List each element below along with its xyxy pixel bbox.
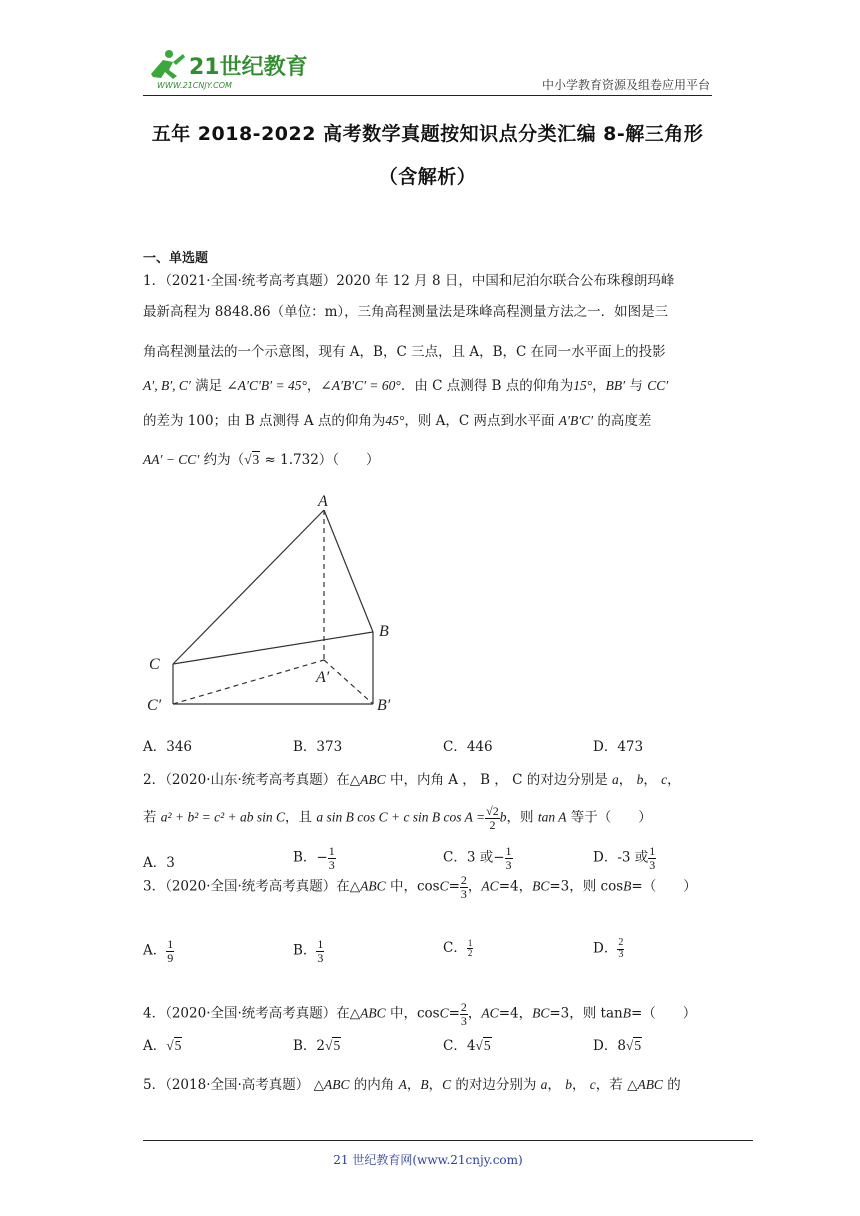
question-1-line-2: 最新高程为 8848.86（单位：m），三角高程测量法是珠峰高程测量方法之一．如图是三	[143, 304, 669, 320]
question-1-line-4: A′, B′, C′ 满足 ∠A′C′B′ = 45°，∠A′B′C′ = 60°．由 C 点测得 B 点的仰角为15°，BB′ 与 CC′	[143, 378, 669, 394]
edge-a-c	[173, 510, 324, 664]
label-b: B	[379, 623, 389, 640]
q2-option-b[interactable]: B．− $\frac{1}{3}$	[293, 844, 335, 872]
question-5-line-1: 5．（2018·全国·高考真题） △ABC 的内角 A，B，C 的对边分别为 a， b， c，若 △ABC 的	[143, 1077, 681, 1093]
label-aprime: A′	[316, 669, 330, 686]
q3-option-c[interactable]: C． $\frac{1}{2}$	[443, 937, 473, 958]
label-bprime: B′	[377, 697, 391, 714]
edge-cprime-aprime	[173, 660, 324, 704]
label-c: C	[149, 656, 160, 673]
question-1-line-5: 的差为 100；由 B 点测得 A 点的仰角为45°，则 A，C 两点到水平面 A′B′C′ 的高度差	[143, 413, 652, 429]
q1-option-d[interactable]: D．473	[593, 739, 644, 755]
q3-option-a[interactable]: A． $\frac{1}{9}$	[143, 937, 174, 965]
q4-option-a[interactable]: A．√5	[143, 1038, 182, 1054]
q4-option-b[interactable]: B．2√5	[293, 1038, 341, 1054]
section-heading: 一、单选题	[143, 251, 209, 266]
q2-option-a[interactable]: A．3	[143, 855, 175, 871]
q4-option-c[interactable]: C．4√5	[443, 1038, 491, 1054]
question-3-line-1: 3．（2020·全国·统考高考真题）在△ABC 中，cosC= $\frac{2}{3}$ ，AC=4，BC=3，则 cosB=（ ）	[143, 873, 697, 901]
document-title: 五年 2018-2022 高考数学真题按知识点分类汇编 8-解三角形	[151, 123, 704, 145]
question-2-line-1: 2．（2020·山东·统考高考真题）在△ABC 中，内角 A ， B ， C 的对边分别是 a， b， c，	[143, 772, 681, 788]
footer-link[interactable]: 21 世纪教育网(www.21cnjy.com)	[333, 1153, 523, 1167]
q3-option-b[interactable]: B． $\frac{1}{3}$	[293, 937, 324, 965]
question-1-line-1: 1．（2021·全国·统考高考真题）2020 年 12 月 8 日，中国和尼泊尔联合公布珠穆朗玛峰	[143, 273, 675, 289]
question-1-line-3: 角高程测量法的一个示意图，现有 A，B，C 三点，且 A，B，C 在同一水平面上的投影	[143, 344, 666, 360]
label-cprime: C′	[147, 697, 162, 714]
runner-icon	[151, 50, 185, 79]
question-1-line-6: AA′ − CC′ 约为（√3 ≈ 1.732）（ ）	[143, 452, 380, 468]
q3-option-d[interactable]: D． $\frac{2}{3}$	[593, 937, 624, 960]
q1-option-b[interactable]: B．373	[293, 739, 343, 755]
logo-text: 21世纪教育	[189, 55, 308, 80]
platform-tagline: 中小学教育资源及组卷应用平台	[541, 78, 710, 92]
document-subtitle: （含解析）	[378, 166, 477, 188]
site-logo	[143, 44, 333, 92]
q2-option-d[interactable]: D．-3 或 $\frac{1}{3}$	[593, 844, 656, 872]
triangulation-figure	[143, 492, 403, 722]
q1-option-a[interactable]: A．346	[143, 739, 193, 755]
q2-option-c[interactable]: C．3 或− $\frac{1}{3}$	[443, 844, 512, 872]
header-divider	[143, 95, 712, 96]
edge-c-b	[173, 632, 373, 664]
logo-url: WWW.21CNJY.COM	[157, 81, 232, 90]
q4-option-d[interactable]: D．8√5	[593, 1038, 642, 1054]
q1-option-c[interactable]: C．446	[443, 739, 493, 755]
label-a: A	[318, 493, 328, 510]
edge-aprime-bprime	[324, 660, 373, 704]
footer-divider	[143, 1140, 753, 1141]
question-2-line-2: 若 a² + b² = c² + ab sin C，且 a sin B cos C + c sin B cos A = $\frac{√2}{2}$ b，则 tan A 等于（ ）	[143, 804, 652, 832]
edge-a-b	[324, 510, 373, 632]
question-4-line-1: 4．（2020·全国·统考高考真题）在△ABC 中，cosC= $\frac{2}{3}$ ，AC=4，BC=3，则 tanB=（ ）	[143, 1000, 697, 1028]
